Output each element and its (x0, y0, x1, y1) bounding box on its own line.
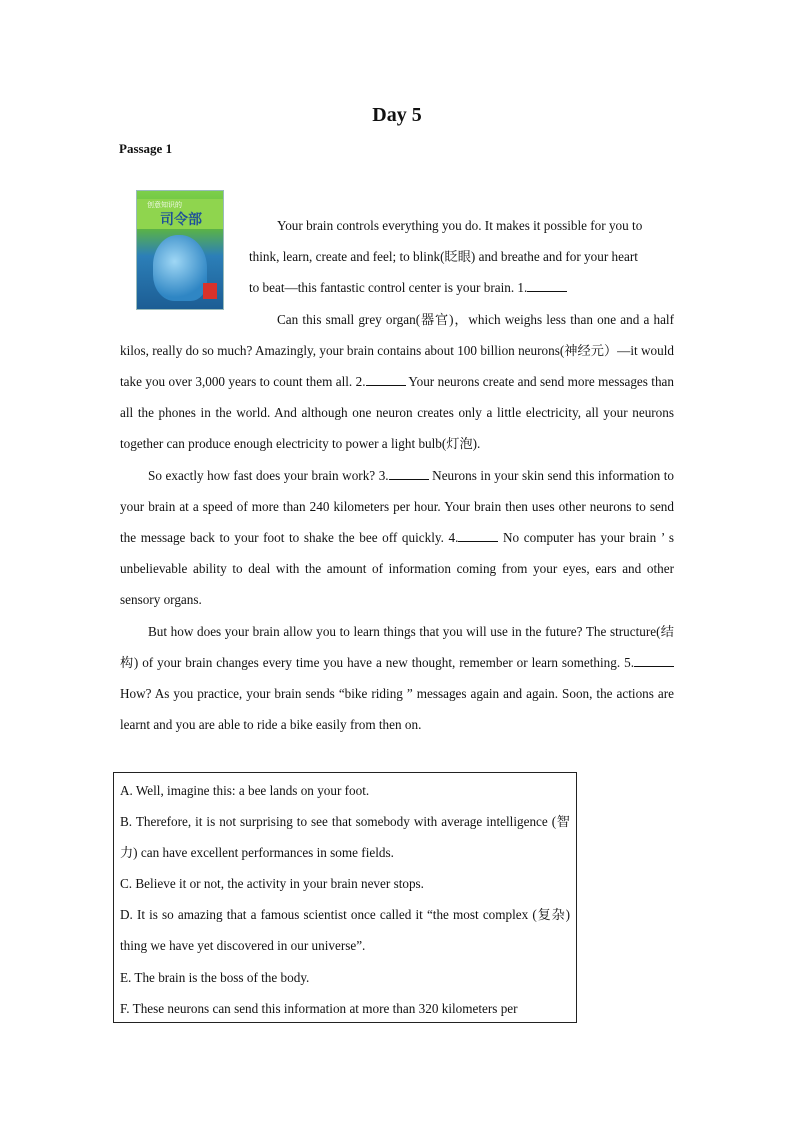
paragraph-1-text-b: think, learn, create and feel; to blink(眨眼) and breathe and for your heart (249, 249, 638, 264)
option-a[interactable]: A. Well, imagine this: a bee lands on your foot. (120, 783, 370, 798)
paragraph-1-line-1 (249, 210, 674, 241)
passage-label: Passage 1 (119, 141, 173, 156)
paragraph-1-text-a: Your brain controls everything you do. It makes it possible for you to (277, 218, 643, 233)
options-list (114, 775, 576, 1023)
paragraph-2 (120, 304, 674, 459)
paragraph-3-text-c: No computer has your brain ’ s unbelievable ability to deal with the amount of information coming from your eyes, ears and other sensory organs. (120, 530, 674, 608)
paragraph-3 (120, 460, 674, 615)
paragraph-2-text-b: Your neurons create and send more messages than all the phones in the world. And although one neuron creates only a little electricity, all your neurons together can produce enough electricity to power a light bulb(灯泡). (120, 374, 674, 452)
paragraph-4 (120, 616, 674, 740)
blank-4[interactable] (458, 529, 498, 542)
page-title: Day 5 (372, 104, 422, 126)
options-box (113, 772, 577, 1023)
cover-subtitle: 创意知识的 (147, 201, 182, 209)
paragraph-4-text-a: But how does your brain allow you to learn things that you will use in the future? The structure(结构) of your brain changes every time you have a new thought, remember or learn something. 5. (120, 624, 674, 671)
paragraph-1-text-c: to beat—this fantastic control center is your brain. 1. (249, 280, 528, 295)
option-f[interactable]: F. These neurons can send this information at more than 320 kilometers per (120, 1000, 518, 1016)
option-d[interactable]: D. It is so amazing that a famous scientist once called it “the most complex (复杂) thing we have yet discovered in our universe”. (120, 907, 570, 954)
cover-tag (203, 283, 217, 299)
blank-1[interactable] (527, 279, 567, 292)
blank-2[interactable] (366, 373, 406, 386)
option-e[interactable]: E. The brain is the boss of the body. (120, 969, 310, 985)
paragraph-2-text-a: Can this small grey organ(器官)，which weighs less than one and a half kilos, really do so much? Amazingly, your brain contains about 100 billion neurons(神经元）—it would take you over 3,000 years to count them all. 2. (120, 312, 674, 390)
option-c[interactable]: C. Believe it or not, the activity in your brain never stops. (120, 876, 424, 892)
paragraph-1-line-2 (249, 241, 674, 272)
paragraph-3-text-a: So exactly how fast does your brain work? 3. (148, 468, 389, 483)
option-b[interactable]: B. Therefore, it is not surprising to see that somebody with average intelligence (智力) can have excellent performances in some fields. (120, 814, 570, 861)
blank-3[interactable] (389, 467, 429, 480)
head-silhouette (153, 235, 207, 301)
book-cover-image (136, 190, 224, 310)
cover-title: 司令部 (160, 212, 202, 228)
paragraph-4-text-b: How? As you practice, your brain sends “bike riding ” messages again and again. Soon, the actions are learnt and you are able to ride a bike easily from then on. (120, 686, 674, 733)
paragraph-1-line-3 (249, 272, 674, 303)
blank-5[interactable] (634, 654, 674, 667)
paragraph-3-text-b: Neurons in your skin send this information to your brain at a speed of more than 240 kilometers per hour. Your brain then uses other neurons to send the message back to your foot to shake the bee off quickly. 4. (120, 468, 675, 546)
